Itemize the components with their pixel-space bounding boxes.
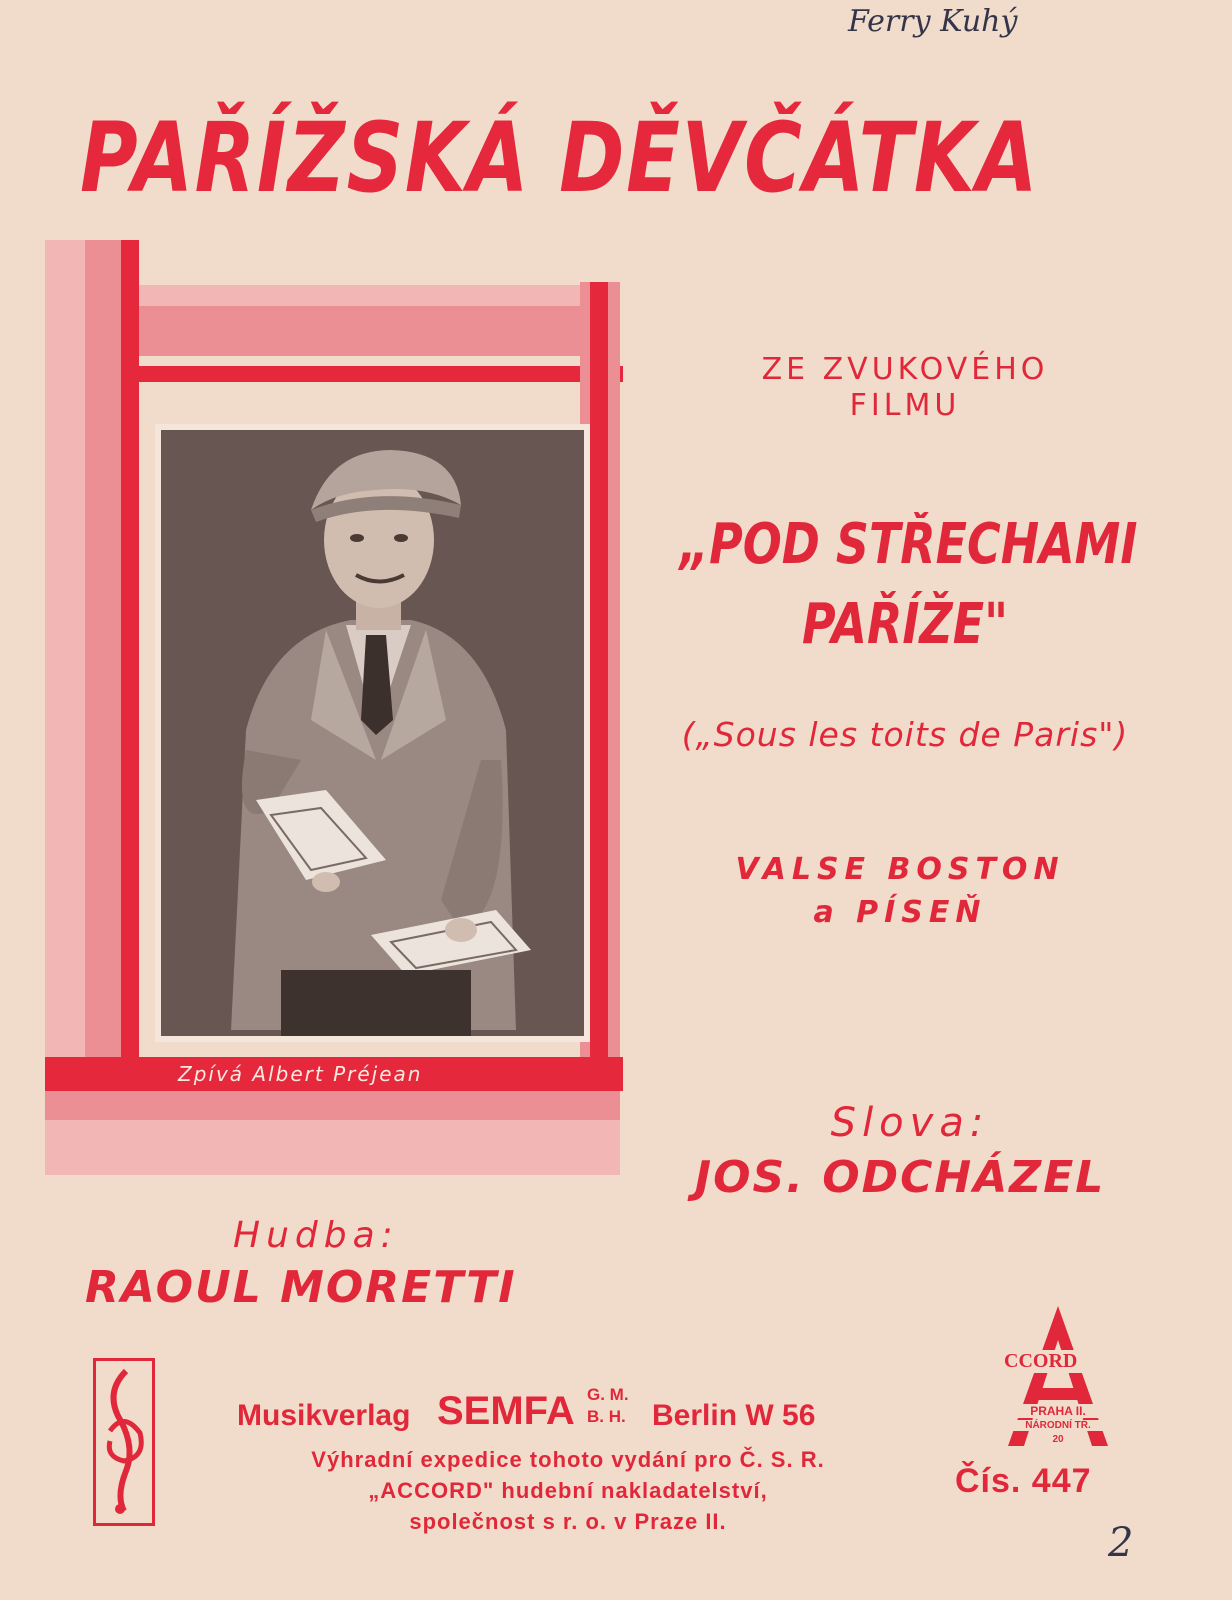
accord-stamp-city: PRAHA II. <box>1006 1404 1110 1418</box>
publisher-prefix: Musikverlag <box>237 1399 411 1432</box>
film-title-line2: PAŘÍŽE" <box>801 592 1008 657</box>
accord-stamp-number: 20 <box>1052 1434 1064 1445</box>
film-original-title: („Sous les toits de Paris") <box>681 715 1129 754</box>
frame-bar-right <box>590 282 608 1175</box>
semfa-logo <box>93 1358 155 1526</box>
frame-band-left <box>85 240 125 1175</box>
main-title: PAŘÍŽSKÁ DĚVČÁTKA <box>80 102 1040 214</box>
publisher-line2: Výhradní expedice tohoto vydání pro Č. S. R. <box>311 1447 825 1472</box>
treble-clef-icon <box>96 1361 152 1523</box>
film-intro-line2: FILMU <box>849 388 961 423</box>
accord-stamp <box>998 1300 1118 1470</box>
lyrics-label: Slova: <box>830 1100 990 1146</box>
film-title-line1: „POD STŘECHAMI <box>679 512 1138 577</box>
music-author: RAOUL MORETTI <box>85 1262 517 1313</box>
singer-photo <box>155 424 590 1042</box>
genre-line1: VALSE BOSTON <box>735 852 1065 887</box>
publisher-gmbh-bottom: B. H. <box>587 1407 626 1426</box>
publisher-name: SEMFA <box>437 1389 575 1433</box>
music-label: Hudba: <box>233 1215 399 1256</box>
publisher-line4: společnost s r. o. v Praze II. <box>409 1509 727 1534</box>
singer-illustration <box>161 430 584 1036</box>
handwritten-signature: Ferry Kuhý <box>848 4 1018 39</box>
accord-stamp-word: CCORD <box>1004 1350 1124 1373</box>
film-intro-line1: ZE ZVUKOVÉHO <box>761 352 1049 387</box>
photo-caption: Zpívá Albert Préjean <box>178 1062 423 1086</box>
genre-line2: a PÍSEŇ <box>813 895 987 930</box>
handwritten-mark: 2 <box>1108 1520 1134 1566</box>
publisher-line3 <box>248 1478 888 1504</box>
publisher-line3-rest: hudební nakladatelství, <box>501 1478 768 1503</box>
accord-stamp-street: NÁRODNÍ TŘ. <box>1006 1420 1110 1431</box>
publisher-gmbh-top: G. M. <box>587 1385 629 1404</box>
catalog-number: Čís. 447 <box>955 1462 1092 1500</box>
lyrics-author: JOS. ODCHÁZEL <box>694 1152 1106 1203</box>
publisher-line1 <box>237 1385 937 1445</box>
frame-bar-left <box>121 240 139 1175</box>
publisher-city: Berlin W 56 <box>652 1399 816 1432</box>
publisher-accord-name: „ACCORD" <box>368 1478 495 1503</box>
